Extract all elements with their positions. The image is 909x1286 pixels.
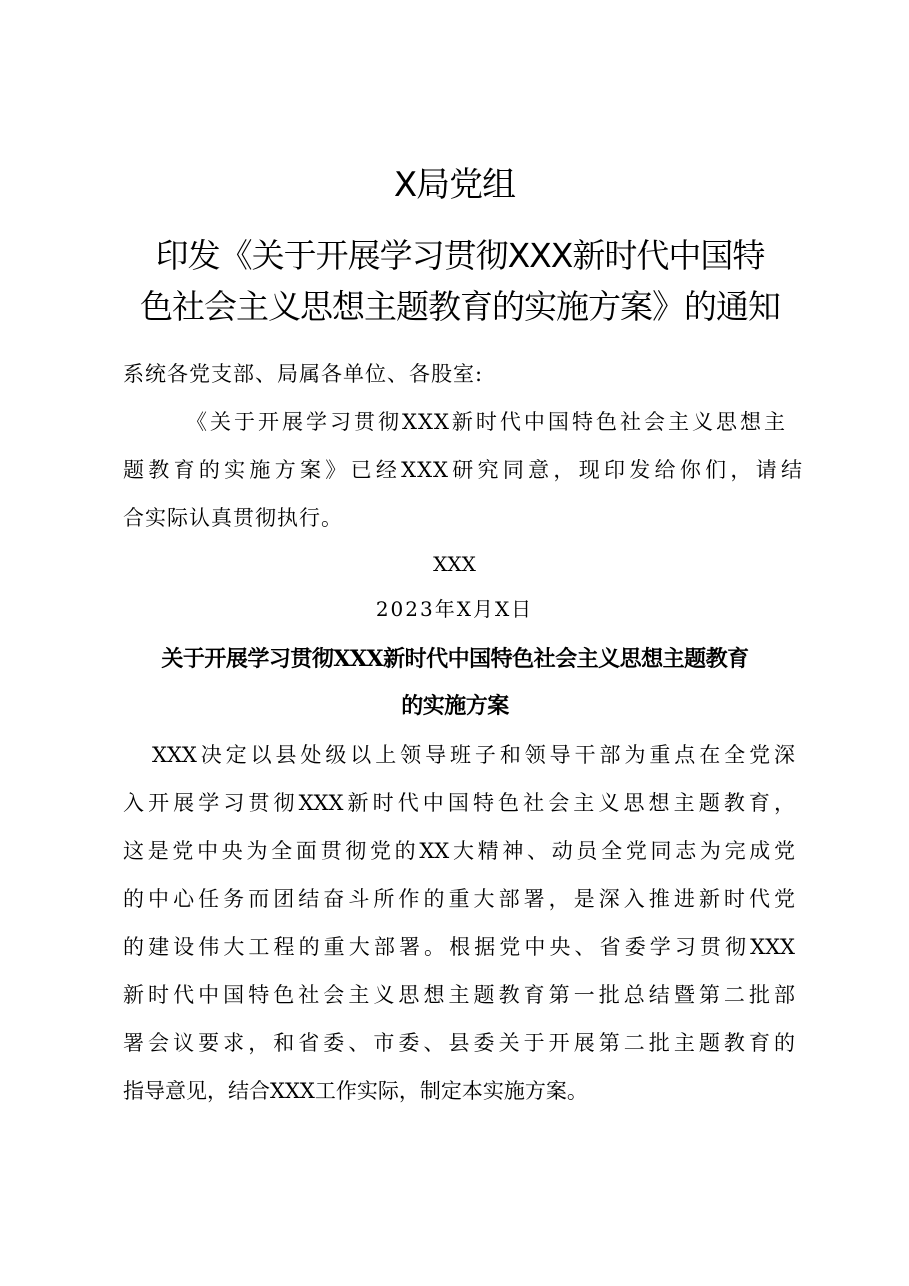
plan-body-line: 这是党中央为全面贯彻党的XX大精神、动员全党同志为完成党 [123,839,795,863]
plan-title-line: 关于开展学习贯彻XXX新时代中国特色社会主义思想主题教育 [161,646,749,672]
plan-body-line: 指导意见，结合XXX工作实际，制定本实施方案。 [123,1079,588,1103]
plan-body-line: 入开展学习贯彻XXX新时代中国特色社会主义思想主题教育， [123,791,795,815]
plan-title-line: 的实施方案 [401,693,509,719]
salutation: 系统各党支部、局属各单位、各股室: [123,362,484,386]
signer: XXX [433,552,476,576]
plan-body-line: XXX决定以县处级以上领导班子和领导干部为重点在全党深 [152,743,795,767]
issue-date: 2023年X月X日 [375,597,534,621]
notice-body-line: 题教育的实施方案》已经XXX研究同意，现印发给你们，请结 [123,458,803,482]
plan-body-line: 新时代中国特色社会主义思想主题教育第一批总结暨第二批部 [123,983,795,1007]
issuer-heading: X局党组 [393,165,516,205]
notice-title-line: 印发《关于开展学习贯彻XXX新时代中国特 [155,236,765,275]
notice-title-line: 色社会主义思想主题教育的实施方案》的通知 [140,287,780,326]
plan-body-line: 的中心任务而团结奋斗所作的重大部署，是深入推进新时代党 [123,887,795,911]
plan-body-line: 署会议要求，和省委、市委、县委关于开展第二批主题教育的 [123,1031,795,1055]
notice-body-line: 《关于开展学习贯彻XXX新时代中国特色社会主义思想主 [186,410,786,434]
notice-body-line: 合实际认真贯彻执行。 [123,506,343,530]
plan-body-line: 的建设伟大工程的重大部署。根据党中央、省委学习贯彻XXX [123,935,795,959]
